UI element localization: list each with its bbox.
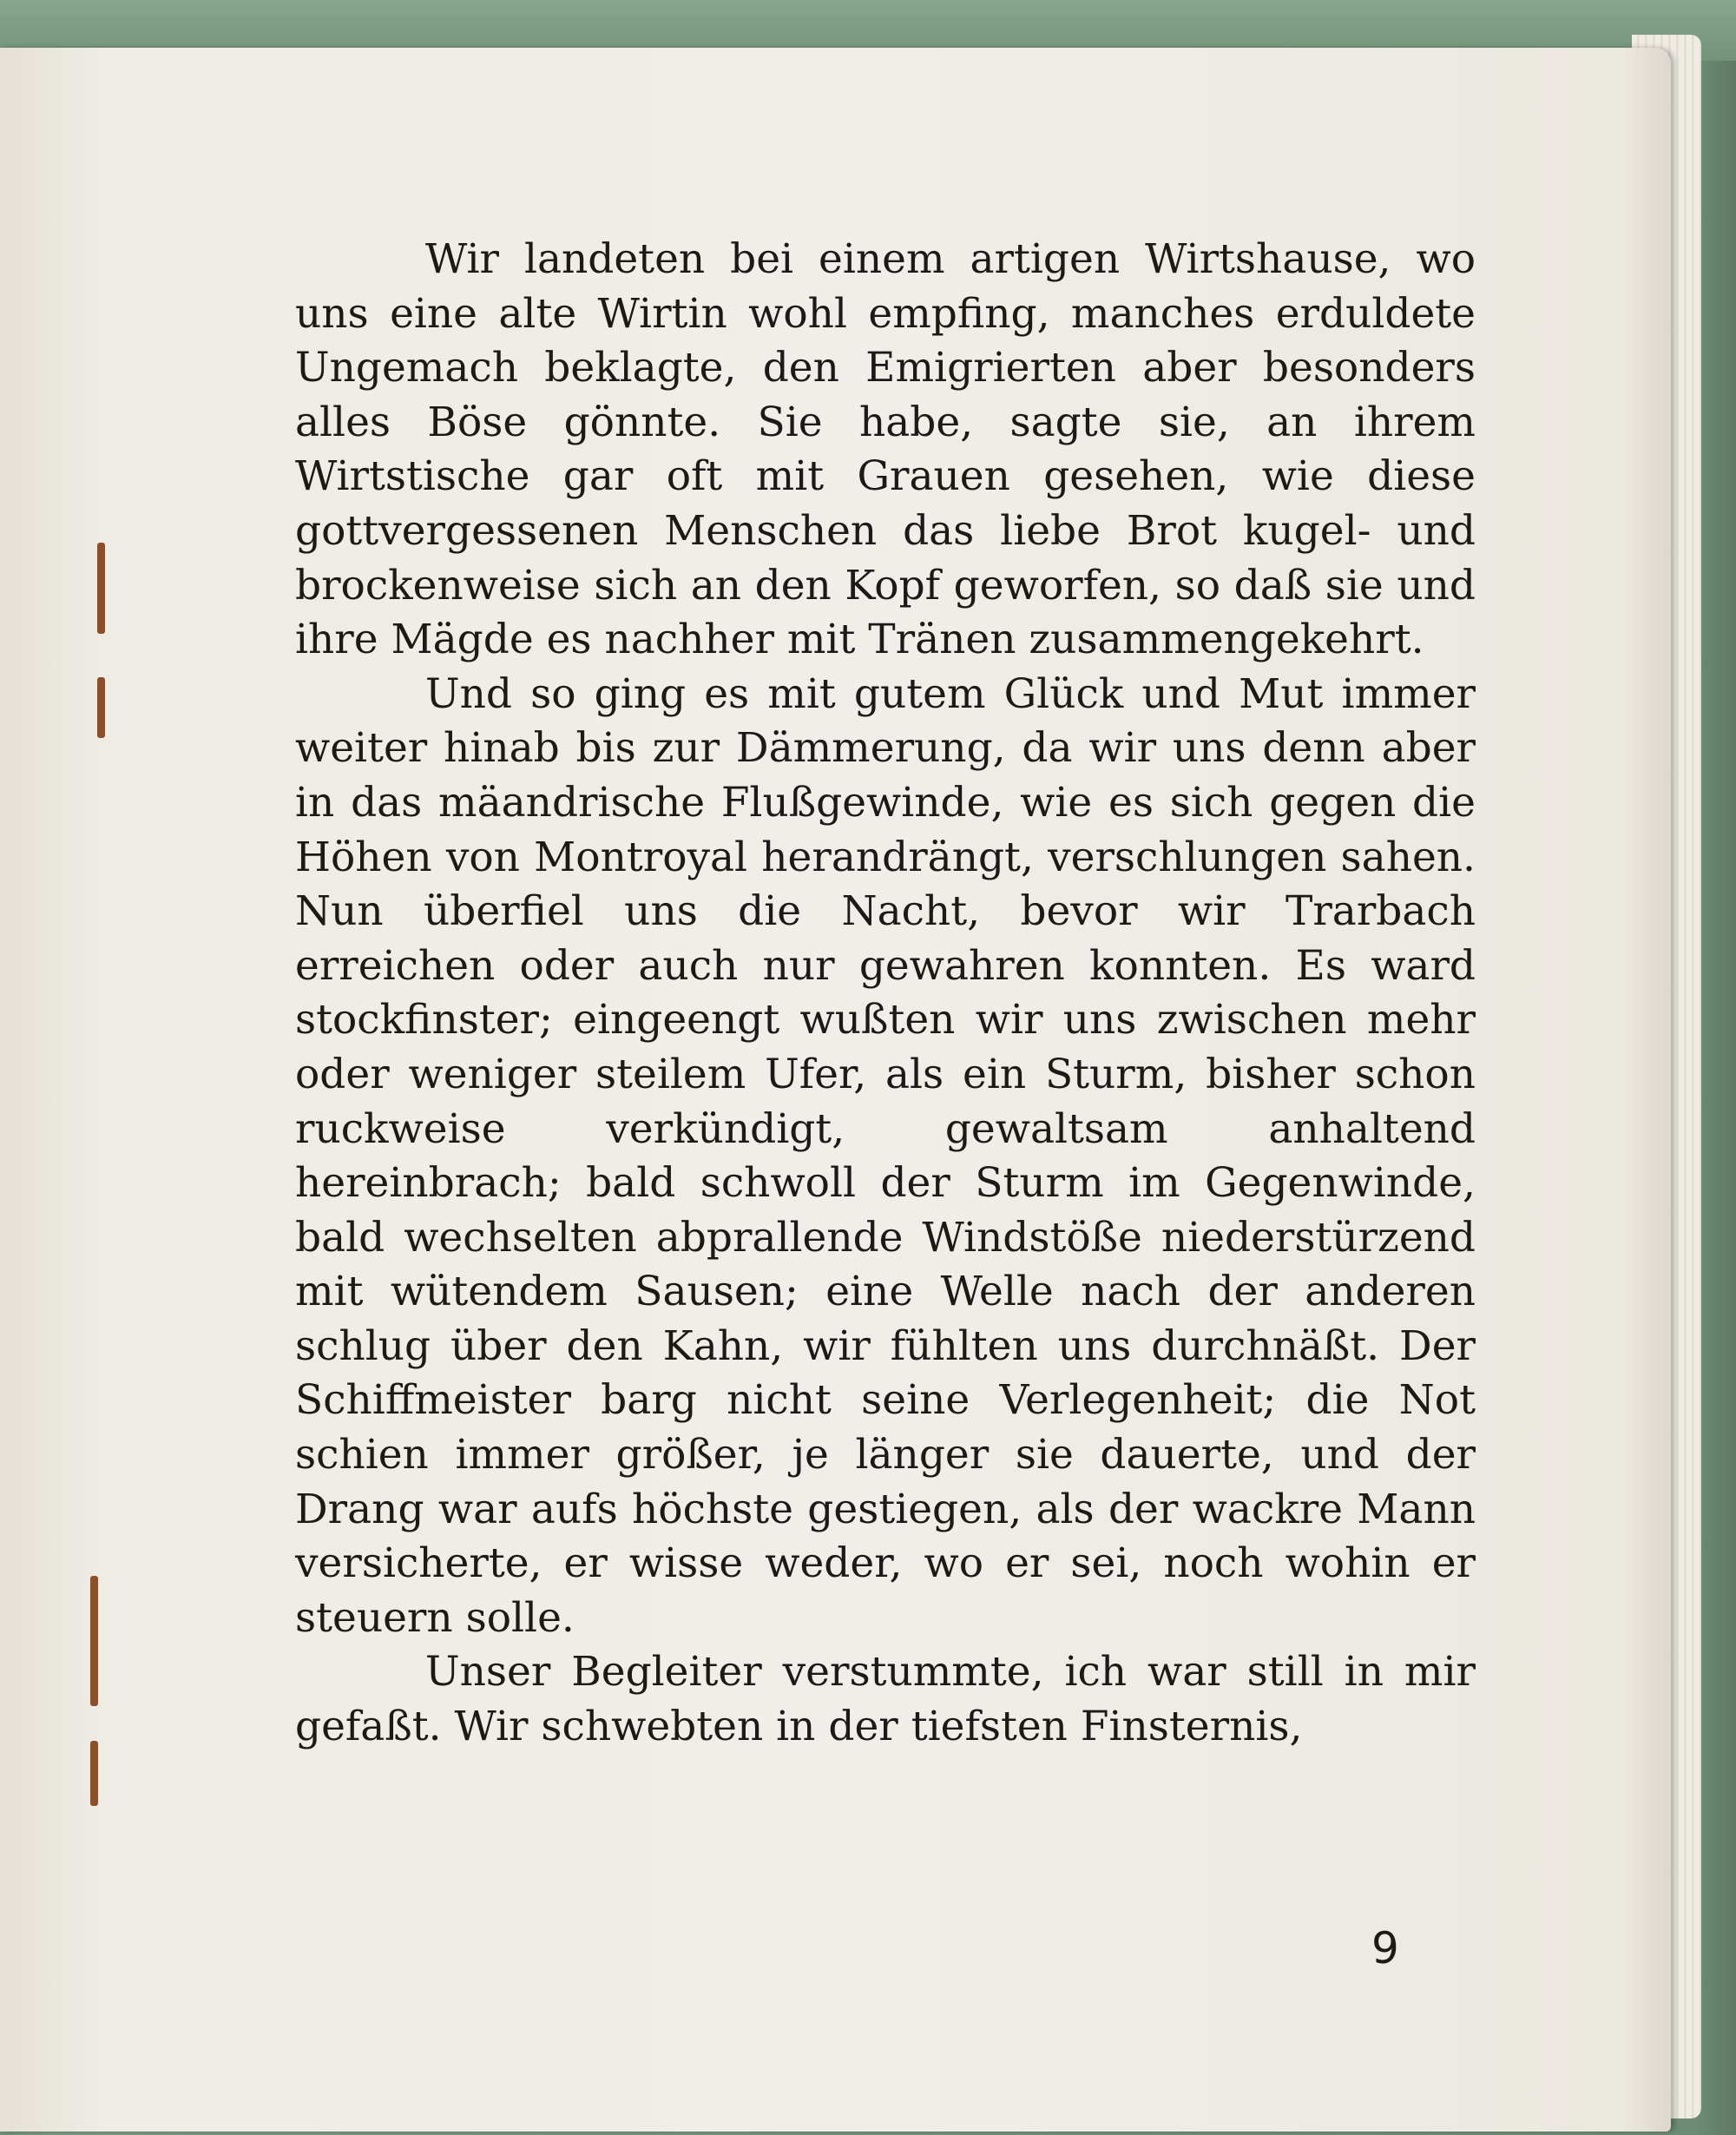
- binding-stitch: [97, 677, 105, 738]
- body-text: [295, 233, 1476, 1755]
- binding-stitch: [90, 1741, 98, 1806]
- paragraph: Unser Begleiter verstummte, ich war still in mir gefaßt. Wir schwebten in der tiefsten Finsternis,: [295, 1648, 1476, 1751]
- binding-stitch: [90, 1576, 98, 1706]
- page-number: 9: [1371, 1923, 1399, 1974]
- binding-stitch: [97, 543, 105, 634]
- paragraph: Wir landeten bei einem artigen Wirtshause, wo uns eine alte Wirtin wohl empfing, manches erduldete Ungemach beklagte, den Emigrierten aber besonders alles Böse gönnte. Sie habe, sagte sie, an ihrem Wirtstische gar oft mit Grauen gesehen, wie diese gottvergessenen Menschen das liebe Brot kugel- und brockenweise sich an den Kopf geworfen, so daß sie und ihre Mägde es nachher mit Tränen zusammengekehrt.: [295, 235, 1476, 664]
- paragraph: Und so ging es mit gutem Glück und Mut immer weiter hinab bis zur Dämmerung, da wir uns denn aber in das mäandrische Flußgewinde, wie es sich gegen die Höhen von Montroyal herandrängt, verschlungen sahen. Nun überfiel uns die Nacht, bevor wir Trarbach erreichen oder auch nur gewahren konnten. Es ward stockfinster; eingeengt wußten wir uns zwischen mehr oder weniger steilem Ufer, als ein Sturm, bisher schon ruckweise verkündigt, gewaltsam anhaltend hereinbrach; bald schwoll der Sturm im Gegenwinde, bald wechselten abprallende Windstöße niederstürzend mit wütendem Sausen; eine Welle nach der anderen schlug über den Kahn, wir fühlten uns durchnäßt. Der Schiffmeister barg nicht seine Verlegenheit; die Not schien immer größer, je länger sie dauerte, und der Drang war aufs höchste gestiegen, als der wackre Mann versicherte, er wisse weder, wo er sei, noch wohin er steuern solle.: [295, 669, 1476, 1642]
